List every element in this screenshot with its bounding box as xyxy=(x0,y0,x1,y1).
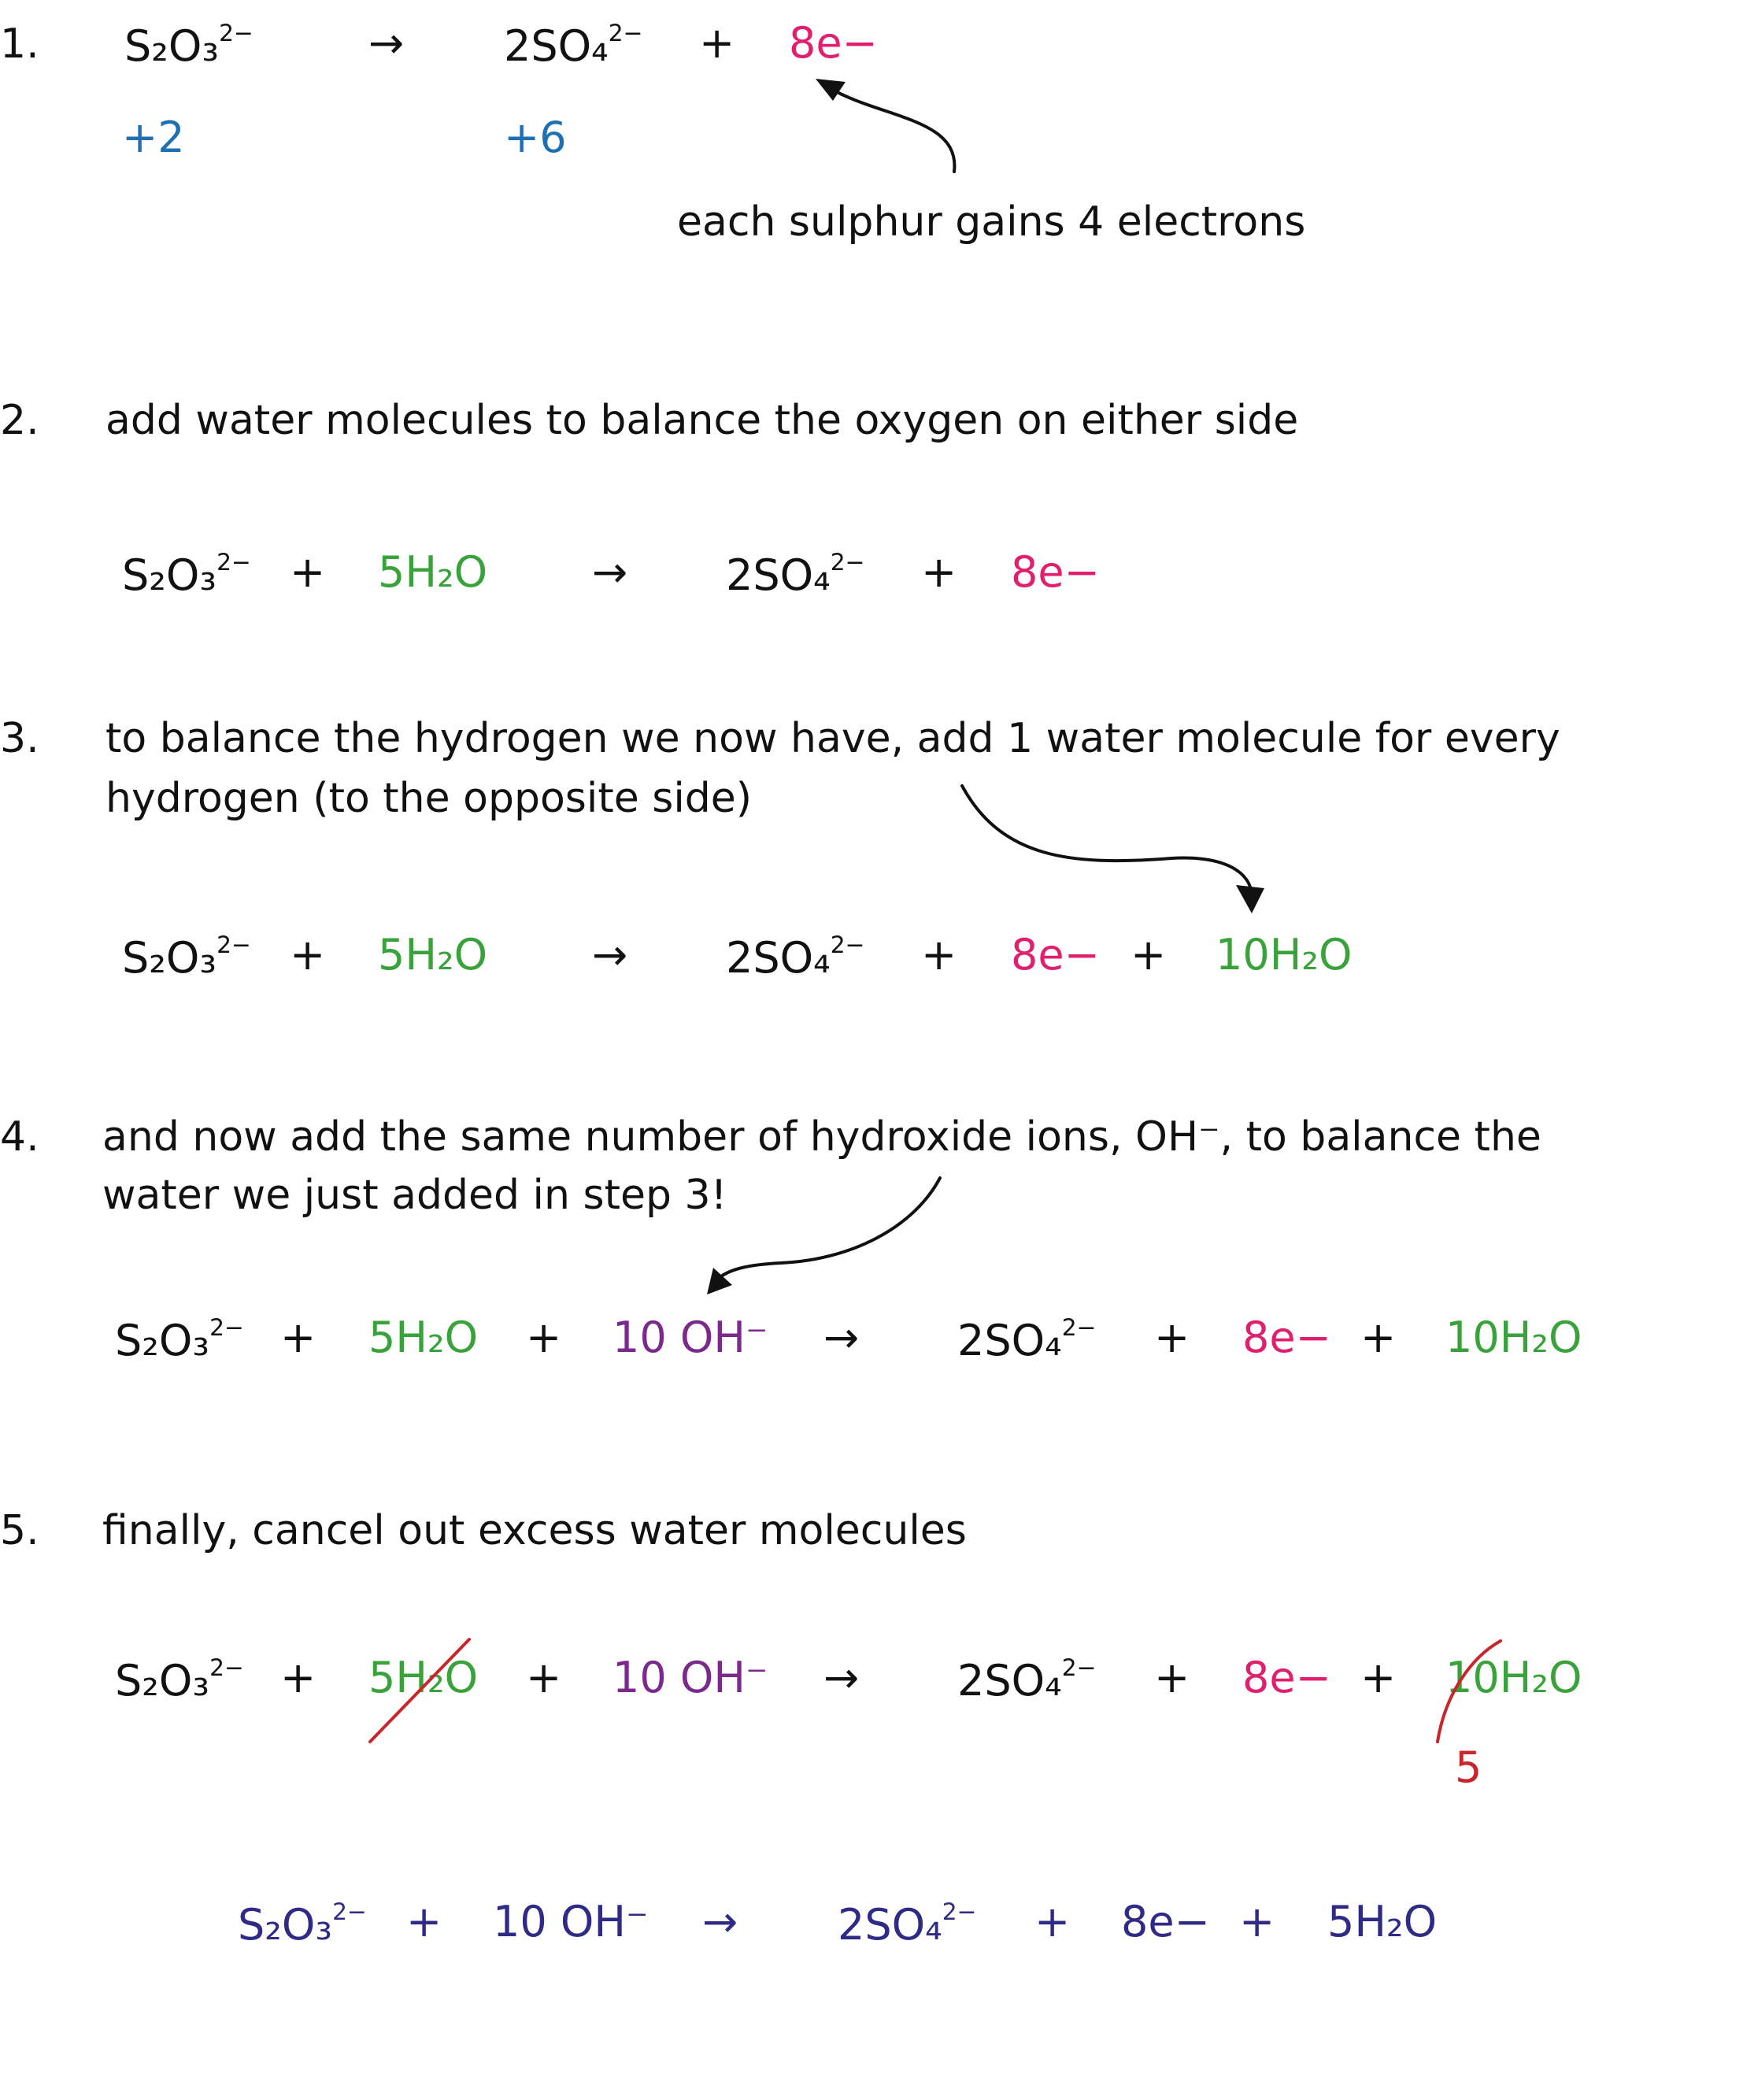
plus-sign: + xyxy=(1154,1653,1190,1702)
plus-sign: + xyxy=(280,1313,316,1362)
water-term: 5H₂O xyxy=(378,547,488,597)
plus-sign: + xyxy=(406,1897,442,1946)
step-instruction-line2: water we just added in step 3! xyxy=(102,1172,727,1219)
reaction-arrow-icon: → xyxy=(592,547,628,597)
final-electrons: 8e− xyxy=(1121,1897,1210,1946)
water-term: 5H₂O xyxy=(368,1313,479,1362)
step-number: 1. xyxy=(0,20,39,68)
plus-sign: + xyxy=(1131,930,1167,980)
final-thiosulfate: S₂O₃$^{2-}$ xyxy=(238,1898,367,1950)
arrowhead xyxy=(1236,885,1264,913)
plus-sign: + xyxy=(526,1653,562,1702)
plus-sign: + xyxy=(290,930,326,980)
product-sulfate: 2SO₄$^{2-}$ xyxy=(726,549,865,601)
reactant-thiosulfate: S₂O₃$^{2-}$ xyxy=(115,1654,244,1706)
reaction-arrow-icon: → xyxy=(368,18,405,68)
plus-sign: + xyxy=(699,18,735,68)
product-sulfate: 2SO₄$^{2-}$ xyxy=(957,1654,1097,1706)
step-number: 5. xyxy=(0,1507,39,1554)
curved-arrow-icon xyxy=(830,88,954,172)
oxidation-state-left: +2 xyxy=(122,113,185,162)
water-term-reduced: 10H₂O xyxy=(1445,1653,1582,1702)
arrowhead xyxy=(816,79,846,101)
hydroxide-term: 10 OH⁻ xyxy=(612,1653,768,1702)
product-sulfate: 2SO₄$^{2-}$ xyxy=(726,931,865,983)
electrons: 8e− xyxy=(1011,547,1100,597)
reaction-arrow-icon: → xyxy=(823,1653,860,1702)
reaction-arrow-icon: → xyxy=(702,1897,738,1946)
water-term: 5H₂O xyxy=(378,930,488,980)
final-water: 5H₂O xyxy=(1327,1897,1438,1946)
plus-sign: + xyxy=(1034,1897,1071,1946)
plus-sign: + xyxy=(1154,1313,1190,1362)
water-term-added: 10H₂O xyxy=(1445,1313,1582,1362)
water-term-added: 10H₂O xyxy=(1216,930,1353,980)
reactant-thiosulfate: S₂O₃$^{2-}$ xyxy=(122,931,251,983)
step-number: 2. xyxy=(0,397,39,444)
step-instruction-line1: to balance the hydrogen we now have, add 1 water molecule for every xyxy=(105,715,1560,762)
plus-sign: + xyxy=(280,1653,316,1702)
correction-number: 5 xyxy=(1455,1743,1482,1792)
plus-sign: + xyxy=(526,1313,562,1362)
product-sulfate: 2SO₄$^{2-}$ xyxy=(504,20,643,72)
step-instruction: finally, cancel out excess water molecules xyxy=(102,1507,967,1554)
plus-sign: + xyxy=(921,547,957,597)
reactant-thiosulfate: S₂O₃$^{2-}$ xyxy=(124,20,253,72)
hydroxide-term: 10 OH⁻ xyxy=(612,1313,768,1362)
strike-through-mark xyxy=(370,1639,469,1742)
step-instruction: add water molecules to balance the oxygen on either side xyxy=(105,397,1299,444)
step-instruction-line2: hydrogen (to the opposite side) xyxy=(105,775,753,822)
curved-arrow-icon xyxy=(718,1178,940,1279)
water-term-cancelled: 5H₂O xyxy=(368,1653,479,1702)
plus-sign: + xyxy=(921,930,957,980)
plus-sign: + xyxy=(290,547,326,597)
product-sulfate: 2SO₄$^{2-}$ xyxy=(957,1314,1097,1366)
reactant-thiosulfate: S₂O₃$^{2-}$ xyxy=(122,549,251,601)
reaction-arrow-icon: → xyxy=(823,1313,860,1362)
curved-arrow-icon xyxy=(962,786,1252,894)
reactant-thiosulfate: S₂O₃$^{2-}$ xyxy=(115,1314,244,1366)
plus-sign: + xyxy=(1360,1653,1397,1702)
final-sulfate: 2SO₄$^{2-}$ xyxy=(838,1898,977,1950)
step-instruction-line1: and now add the same number of hydroxide ions, OH⁻, to balance the xyxy=(102,1113,1541,1161)
electrons: 8e− xyxy=(1242,1313,1331,1362)
plus-sign: + xyxy=(1239,1897,1275,1946)
reaction-arrow-icon: → xyxy=(592,930,628,980)
electrons: 8e− xyxy=(1011,930,1100,980)
annotation-text: each sulphur gains 4 electrons xyxy=(677,198,1306,246)
electrons: 8e− xyxy=(789,18,878,68)
step-number: 3. xyxy=(0,715,39,762)
final-hydroxide: 10 OH⁻ xyxy=(493,1897,649,1946)
plus-sign: + xyxy=(1360,1313,1397,1362)
electrons: 8e− xyxy=(1242,1653,1331,1702)
strike-through-mark xyxy=(1438,1641,1501,1742)
step-number: 4. xyxy=(0,1113,39,1161)
oxidation-state-right: +6 xyxy=(504,113,567,162)
